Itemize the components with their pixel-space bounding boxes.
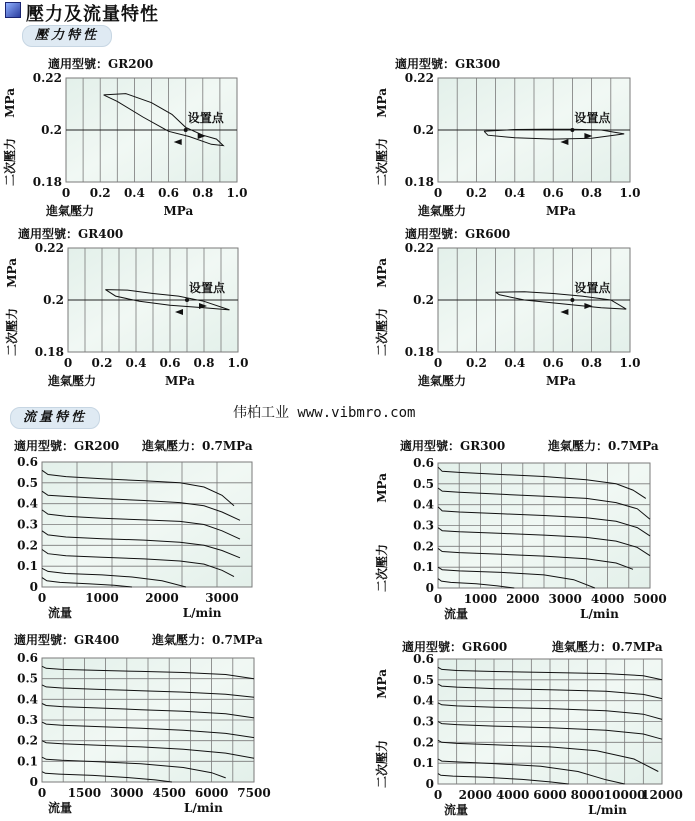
- y-tick-label: 0.2: [17, 538, 38, 553]
- page-title: 壓力及流量特性: [26, 4, 159, 25]
- y-tick-label: 0.3: [17, 713, 38, 727]
- y-tick-label: 0.6: [17, 651, 38, 665]
- y-tick-label: 0.2: [413, 539, 434, 554]
- y-axis-label: 二次壓力: [375, 543, 389, 592]
- x-tick-label: 0.8: [581, 186, 603, 200]
- chart-6: [374, 438, 667, 621]
- y-axis-label: 二次壓力: [5, 307, 19, 356]
- y-tick-label: 0.4: [413, 693, 434, 708]
- x-tick-label: 0.8: [192, 186, 214, 200]
- y-axis-label: 二次壓力: [375, 137, 389, 186]
- set-point-marker: [185, 298, 189, 302]
- x-axis-label: 流量: [48, 801, 73, 815]
- y-tick-label: 0.2: [413, 123, 434, 137]
- model-label: 適用型號：GR200: [48, 57, 154, 71]
- y-tick-label: 0.3: [413, 714, 434, 729]
- y-unit-label: MPa: [375, 669, 389, 699]
- x-tick-label: 0: [37, 591, 47, 605]
- x-tick-label: 0.4: [504, 356, 526, 370]
- y-tick-label: 0.22: [32, 71, 62, 85]
- y-unit-label: MPa: [375, 88, 389, 118]
- chart-2: [374, 56, 640, 218]
- x-unit-label: L/min: [182, 606, 222, 620]
- x-axis-label: 進氣壓力: [48, 374, 97, 388]
- y-unit-label: MPa: [375, 258, 389, 288]
- y-tick-label: 0.22: [404, 241, 434, 255]
- y-axis-label: 二次壓力: [375, 739, 389, 788]
- inlet-pressure-label: 進氣壓力：0.7MPa: [152, 633, 263, 647]
- y-tick-label: 0.5: [413, 672, 434, 687]
- inlet-pressure-label: 進氣壓力：0.7MPa: [142, 439, 253, 453]
- y-tick-label: 0.18: [404, 175, 434, 189]
- chart-3: [4, 226, 248, 388]
- x-tick-label: 0.6: [159, 356, 181, 370]
- x-axis-label: 進氣壓力: [46, 204, 95, 218]
- y-tick-label: 0.1: [17, 559, 38, 574]
- x-tick-label: 0.6: [542, 186, 564, 200]
- x-tick-label: 0.8: [581, 356, 603, 370]
- x-tick-label: 2000: [506, 592, 540, 606]
- x-tick-label: 2000: [145, 591, 179, 605]
- x-tick-label: 0.4: [123, 186, 145, 200]
- x-tick-label: 3000: [548, 592, 582, 606]
- x-tick-label: 0: [433, 592, 443, 606]
- y-unit-label: MPa: [375, 473, 389, 503]
- x-tick-label: 1500: [67, 786, 102, 800]
- x-tick-label: 0: [37, 786, 47, 800]
- model-label: 適用型號：GR400: [14, 633, 120, 647]
- x-tick-label: 0.6: [158, 186, 180, 200]
- x-tick-label: 1.0: [226, 186, 248, 200]
- model-label: 適用型號：GR300: [395, 57, 501, 71]
- y-unit-label: MPa: [5, 258, 19, 288]
- y-tick-label: 0.2: [413, 293, 434, 307]
- y-tick-label: 0.4: [17, 496, 38, 511]
- x-tick-label: 0.2: [465, 186, 487, 200]
- y-tick-label: 0.22: [34, 241, 64, 255]
- x-axis-label: 進氣壓力: [418, 374, 467, 388]
- y-tick-label: 0.3: [413, 518, 434, 533]
- y-tick-label: 0.3: [17, 517, 38, 532]
- y-tick-label: 0: [425, 777, 434, 791]
- y-tick-label: 0.1: [413, 560, 434, 575]
- x-tick-label: 4000: [495, 788, 530, 802]
- x-unit-label: L/min: [580, 607, 619, 621]
- y-tick-label: 0.5: [17, 671, 38, 686]
- x-tick-label: 0: [433, 356, 443, 370]
- section-pressure-badge: 壓力特性: [22, 25, 112, 47]
- x-tick-label: 1.0: [619, 186, 641, 200]
- y-tick-label: 0.1: [17, 754, 38, 769]
- inlet-pressure-label: 進氣壓力：0.7MPa: [548, 439, 659, 453]
- watermark-text: 伟柏工业 www.vibmro.com: [233, 405, 416, 421]
- x-tick-label: 0.4: [125, 356, 147, 370]
- set-point-marker: [570, 128, 574, 132]
- y-tick-label: 0.18: [404, 345, 434, 359]
- y-tick-label: 0.1: [413, 756, 434, 771]
- x-tick-label: 6000: [533, 788, 567, 802]
- y-tick-label: 0.4: [413, 497, 434, 512]
- x-unit-label: L/min: [588, 803, 627, 817]
- x-unit-label: MPa: [165, 374, 195, 388]
- y-axis-label: 二次壓力: [375, 307, 389, 356]
- section-flow-badge: 流量特性: [10, 407, 100, 429]
- y-tick-label: 0.5: [413, 476, 434, 491]
- set-point-annotation: 设置点: [574, 111, 611, 125]
- x-unit-label: L/min: [184, 801, 223, 815]
- set-point-annotation: 设置点: [189, 281, 226, 295]
- chart-5: [0, 438, 253, 620]
- x-tick-label: 1.0: [227, 356, 249, 370]
- set-point-marker: [184, 128, 188, 132]
- x-tick-label: 0: [61, 186, 71, 200]
- set-point-marker: [570, 298, 574, 302]
- x-axis-label: 流量: [48, 606, 73, 620]
- y-tick-label: 0.5: [17, 475, 38, 490]
- y-tick-label: 0.2: [17, 733, 38, 748]
- x-axis-label: 流量: [444, 607, 469, 621]
- y-tick-label: 0.22: [404, 71, 434, 85]
- x-axis-label: 進氣壓力: [418, 204, 467, 218]
- x-tick-label: 6000: [194, 786, 229, 800]
- chart-8: [374, 639, 683, 817]
- x-tick-label: 0.6: [542, 356, 564, 370]
- x-axis-label: 流量: [444, 803, 469, 817]
- y-axis-label: 二次壓力: [3, 137, 17, 186]
- x-tick-label: 0: [433, 186, 443, 200]
- y-tick-label: 0: [29, 580, 38, 594]
- y-tick-label: 0.6: [413, 456, 434, 470]
- model-label: 適用型號：GR300: [400, 439, 506, 453]
- x-unit-label: MPa: [546, 204, 576, 218]
- x-tick-label: 0.2: [465, 356, 487, 370]
- x-tick-label: 8000: [570, 788, 605, 802]
- x-tick-label: 3000: [205, 591, 239, 605]
- x-unit-label: MPa: [163, 204, 194, 218]
- inlet-pressure-label: 進氣壓力：0.7MPa: [552, 640, 663, 654]
- chart-7: [0, 632, 271, 815]
- x-tick-label: 1.0: [619, 356, 641, 370]
- model-label: 適用型號：GR600: [405, 227, 511, 241]
- model-label: 適用型號：GR200: [14, 439, 120, 453]
- x-unit-label: MPa: [546, 374, 576, 388]
- chart-4: [374, 226, 640, 388]
- y-tick-label: 0.2: [43, 293, 64, 307]
- x-tick-label: 4000: [590, 592, 625, 606]
- x-tick-label: 4500: [152, 786, 186, 800]
- x-tick-label: 1000: [85, 591, 119, 605]
- y-tick-label: 0: [425, 581, 434, 595]
- x-tick-label: 12000: [641, 788, 683, 802]
- x-tick-label: 0.2: [89, 186, 111, 200]
- y-tick-label: 0.6: [413, 652, 434, 666]
- x-tick-label: 0.8: [193, 356, 215, 370]
- x-tick-label: 3000: [110, 786, 144, 800]
- x-tick-label: 0.4: [504, 186, 526, 200]
- y-unit-label: MPa: [3, 88, 17, 118]
- y-tick-label: 0.18: [32, 175, 62, 189]
- set-point-annotation: 设置点: [574, 281, 611, 295]
- y-tick-label: 0: [29, 775, 38, 789]
- y-tick-label: 0.6: [17, 455, 38, 469]
- model-label: 適用型號：GR600: [402, 640, 508, 654]
- x-tick-label: 1000: [463, 592, 498, 606]
- x-tick-label: 0: [63, 356, 73, 370]
- model-label: 適用型號：GR400: [18, 227, 124, 241]
- x-tick-label: 7500: [237, 786, 271, 800]
- y-tick-label: 0.2: [41, 123, 62, 137]
- y-tick-label: 0.2: [413, 735, 434, 750]
- x-tick-label: 10000: [603, 788, 646, 802]
- x-tick-label: 0.2: [91, 356, 113, 370]
- x-tick-label: 2000: [458, 788, 493, 802]
- y-tick-label: 0.4: [17, 692, 38, 707]
- x-tick-label: 5000: [633, 592, 667, 606]
- set-point-annotation: 设置点: [187, 111, 224, 125]
- x-tick-label: 0: [433, 788, 443, 802]
- chart-1: [2, 56, 247, 218]
- y-tick-label: 0.18: [34, 345, 64, 359]
